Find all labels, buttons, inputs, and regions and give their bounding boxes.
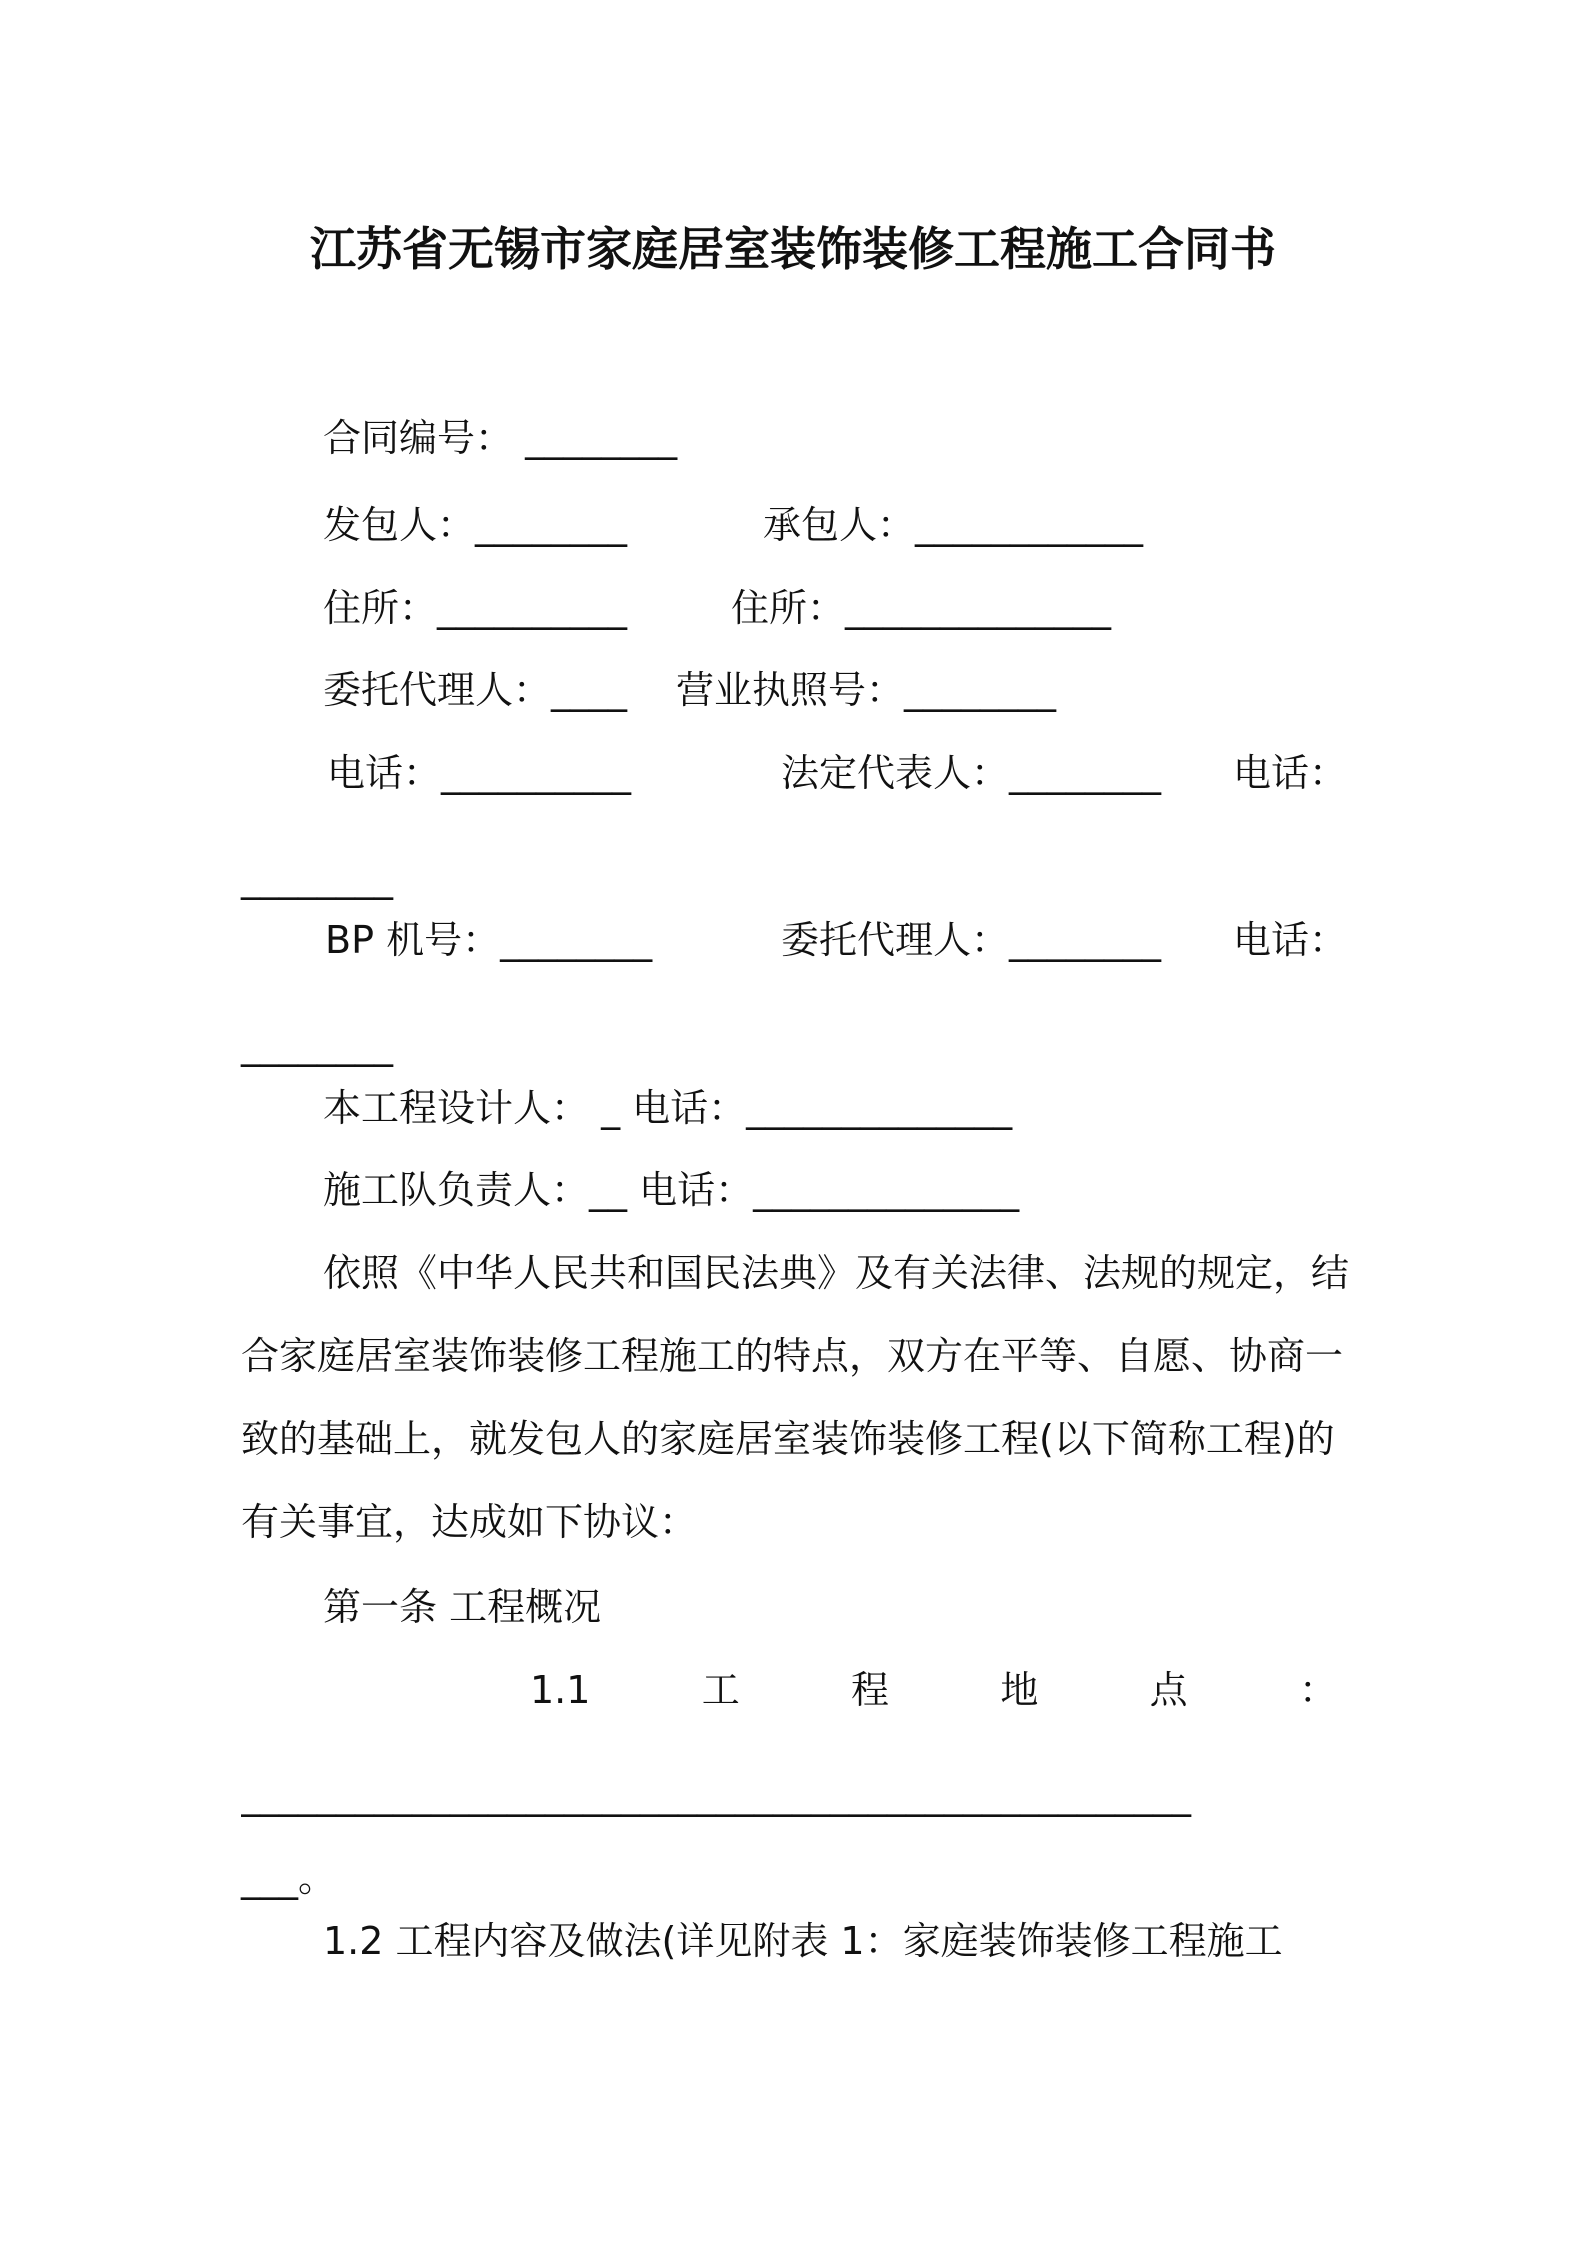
item-1-1-char: 地 bbox=[1000, 1668, 1039, 1712]
item-1-1-colon: ： bbox=[1298, 1668, 1337, 1712]
employer-field: 发包人：________ bbox=[323, 503, 628, 547]
item-1-1-char: 点 bbox=[1149, 1668, 1188, 1712]
legal-rep-phone-value: ________ bbox=[241, 856, 393, 900]
bp-agent-line bbox=[0, 912, 1586, 968]
designer-line: 本工程设计人： _ 电话：______________ bbox=[323, 1086, 1013, 1130]
bp-number-field: BP 机号：________ bbox=[325, 918, 653, 962]
contractor-agent-phone-label: 电话： bbox=[1233, 918, 1348, 962]
item-1-1-blank-end: ___。 bbox=[241, 1856, 337, 1900]
item-1-1-blank-line: __________________________________________________ bbox=[241, 1773, 1191, 1817]
business-license-field: 营业执照号：________ bbox=[676, 668, 1057, 712]
item-1-1-line bbox=[530, 1662, 1337, 1718]
contractor-address-field: 住所：______________ bbox=[731, 586, 1112, 630]
item-1-1-number: 1.1 bbox=[530, 1668, 591, 1712]
legal-rep-field: 法定代表人：________ bbox=[781, 751, 1162, 795]
document-title: 江苏省无锡市家庭居室装饰装修工程施工合同书 bbox=[310, 222, 1276, 276]
agent-license-line bbox=[0, 662, 1586, 718]
phone-legal-rep-line bbox=[0, 745, 1586, 801]
employer-phone-field: 电话：__________ bbox=[327, 751, 632, 795]
item-1-2-line: 1.2 工程内容及做法(详见附表 1：家庭装饰装修工程施工 bbox=[323, 1919, 1283, 1963]
contractor-agent-phone-value: ________ bbox=[241, 1023, 393, 1067]
parties-line bbox=[0, 497, 1586, 553]
item-1-1-char: 程 bbox=[851, 1668, 890, 1712]
legal-rep-phone-label: 电话： bbox=[1233, 751, 1348, 795]
contractor-field: 承包人：____________ bbox=[763, 503, 1144, 547]
employer-address-field: 住所：__________ bbox=[323, 586, 628, 630]
article-1-heading: 第一条 工程概况 bbox=[323, 1585, 602, 1629]
contract-number-line: 合同编号： ________ bbox=[323, 416, 678, 460]
contractor-agent-field: 委托代理人：________ bbox=[781, 918, 1162, 962]
item-1-1-char: 工 bbox=[701, 1668, 740, 1712]
employer-agent-field: 委托代理人：____ bbox=[323, 668, 628, 712]
preamble-paragraph: 依照《中华人民共和国民法典》及有关法律、法规的规定，结合家庭居室装饰装修工程施工的特点，双方在平等、自愿、协商一致的基础上，就发包人的家庭居室装饰装修工程(以下简称工程)的有关事宜，达成如下协议： bbox=[241, 1251, 1350, 1544]
address-line bbox=[0, 580, 1586, 636]
team-leader-line: 施工队负责人：__ 电话：______________ bbox=[323, 1168, 1020, 1212]
